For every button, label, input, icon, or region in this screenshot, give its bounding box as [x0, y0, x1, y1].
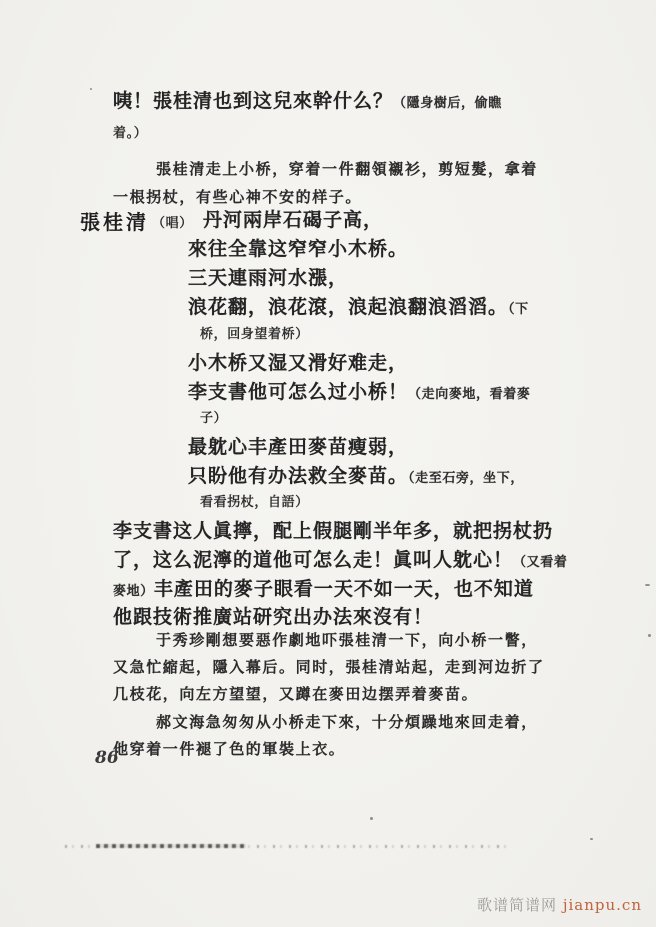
- speech-line: [113, 545, 567, 572]
- song-line: [188, 377, 530, 404]
- song-line: [188, 292, 529, 319]
- scan-noise-band-dark: [96, 844, 246, 848]
- song-line: 三天連雨河水漲，: [188, 267, 349, 289]
- song-line: 小木桥又湿又滑好难走，: [188, 352, 409, 374]
- watermark: [477, 894, 642, 915]
- song-text: 只盼他有办法救全麥苗。: [188, 465, 409, 487]
- song-cue: （唱）: [152, 216, 193, 231]
- stage-note-continuation: 看看拐杖，自語）: [200, 495, 309, 510]
- speech-text: 了，这么泥濘的道他可怎么走！眞叫人躭心！: [113, 549, 514, 571]
- watermark-site-url: jianpu.cn: [562, 896, 642, 914]
- stage-direction: 他穿着一件褪了色的軍裝上衣。: [113, 740, 346, 758]
- song-line: [188, 461, 524, 488]
- stage-note-continuation: 桥，回身望着桥）: [200, 327, 309, 342]
- dialogue-text: 咦！張桂清也到这兒來幹什么？: [113, 90, 394, 112]
- stage-note-continuation: 子）: [200, 411, 228, 426]
- stage-note-inline: （走至石旁，坐下，: [408, 471, 524, 486]
- stage-note-inline: 麥地）: [113, 584, 154, 599]
- stage-note-inline: （又看着: [513, 555, 568, 570]
- watermark-site-name: 歌谱简谱网: [477, 896, 558, 914]
- song-line: 來往全靠这窄窄小木桥。: [188, 238, 409, 260]
- song-text: 李支書他可怎么过小桥！: [188, 381, 409, 403]
- stage-direction: 郝文海急匆匆从小桥走下來，十分煩躁地來回走着，: [156, 713, 538, 731]
- stage-note-continuation: 着。）: [113, 126, 148, 141]
- stage-note-inline: （隱身樹后，偷瞧: [393, 96, 502, 111]
- scan-speck: [370, 817, 373, 820]
- stage-direction: 一根拐杖，有些心神不安的样子。: [113, 188, 363, 206]
- stage-note-inline: （走向麥地，看着麥: [408, 387, 531, 402]
- stage-direction: 于秀珍剛想要惡作劇地吓張桂清一下，向小桥一瞥，: [156, 631, 538, 649]
- song-line: 丹河兩岸石碣子高，: [203, 209, 384, 231]
- song-line: 最躭心丰產田麥苗瘦弱，: [188, 436, 409, 458]
- dialogue-line: [113, 86, 502, 113]
- scan-speck: [90, 88, 92, 90]
- speech-line: 他跟技術推廣站研究出办法來沒有！: [113, 606, 434, 628]
- page-number: 86: [95, 748, 119, 768]
- speaker-name: 張桂清: [80, 210, 149, 234]
- song-text: 浪花翻，浪花滾，浪起浪翻浪滔滔。: [188, 296, 509, 318]
- stage-direction: 几枝花，向左方望望，又蹲在麥田边摆弄着麥苗。: [113, 685, 479, 703]
- scan-speck: [590, 838, 593, 840]
- stage-direction: 又急忙縮起，隱入幕后。同时，張桂清站起，走到河边折了: [113, 658, 545, 676]
- stage-note-inline: （下: [508, 302, 529, 317]
- speech-line: [113, 574, 534, 601]
- speech-text: 丰產田的麥子眼看一天不如一天，也不知道: [153, 578, 534, 600]
- speech-line: 李支書这人眞擰，配上假腿剛半年多，就把拐杖扔: [113, 520, 554, 542]
- scan-speck: [648, 634, 651, 637]
- scan-speck: [645, 584, 650, 586]
- stage-direction: 張桂清走上小桥，穿着一件翻領襯衫，剪短髮，拿着: [156, 160, 538, 178]
